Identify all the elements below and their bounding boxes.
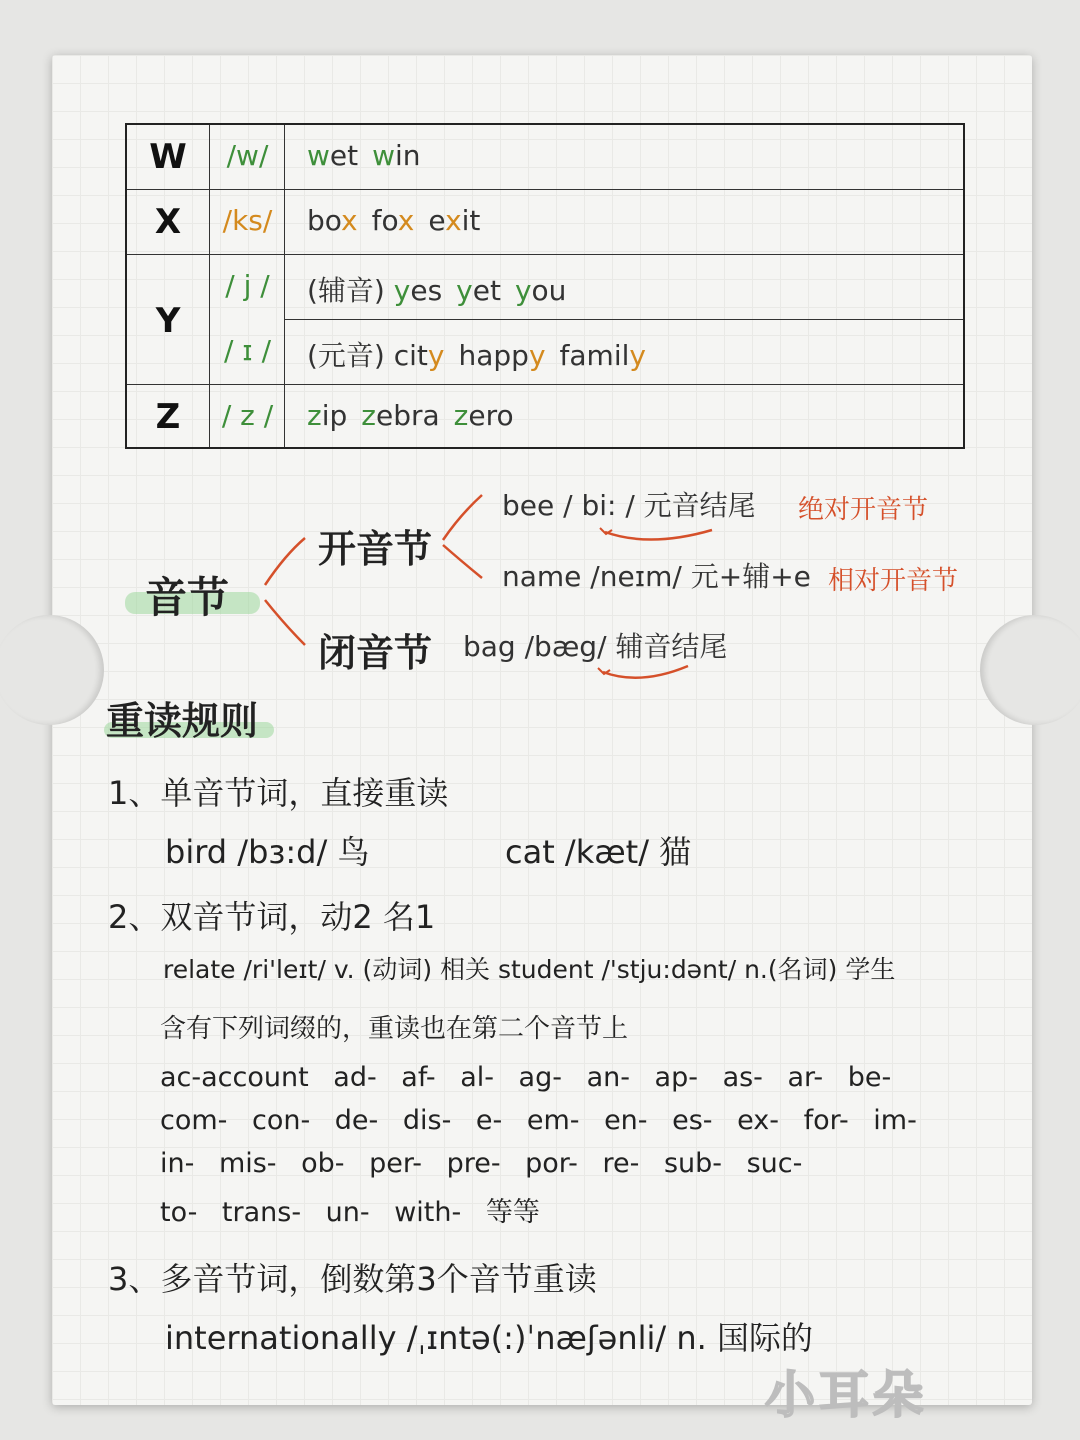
relative-open-tag: 相对开音节 xyxy=(828,566,959,596)
example-words: zip zebra zero xyxy=(307,399,514,432)
open-syllable-label: 开音节 xyxy=(318,526,433,571)
rule-3: 3、多音节词，倒数第3个音节重读 xyxy=(108,1260,597,1298)
rule-3-example: internationally /ˌɪntə(:)ˈnæʃənli/ n. 国际的 xyxy=(165,1319,814,1357)
letter-cell: W xyxy=(149,137,187,177)
example-words: box fox exit xyxy=(307,204,481,237)
rule-2-note: 含有下列词缀的，重读也在第二个音节上 xyxy=(160,1014,629,1044)
phonetic-cell: / j / xyxy=(225,269,270,302)
rule-1-example-bird: bird /bɜ:d/ 鸟 xyxy=(165,833,370,871)
example-words: wet win xyxy=(307,139,421,172)
open-example-name: name /neɪm/ 元+辅+e xyxy=(502,560,811,593)
phonetic-cell: /ks/ xyxy=(222,204,273,237)
affix-line: ac-account ad- af- al- ag- an- ap- as- ar- be- xyxy=(160,1062,892,1093)
rule-2-example: relate /ri'leɪt/ v. (动词) 相关 student /'stju:dənt/ n.(名词) 学生 xyxy=(163,955,896,984)
open-example-bee: bee / bi: / 元音结尾 xyxy=(502,489,756,522)
phonetic-cell: / z / xyxy=(221,399,274,432)
example-words: (元音) city happy family xyxy=(307,339,646,372)
closed-syllable-label: 闭音节 xyxy=(318,630,433,675)
letter-cell: Y xyxy=(155,301,181,341)
phonetic-cell: /w/ xyxy=(226,139,269,172)
affix-line: in- mis- ob- per- pre- por- re- sub- suc- xyxy=(160,1148,803,1179)
rule-2: 2、双音节词，动2 名1 xyxy=(108,898,436,936)
stress-rules-title: 重读规则 xyxy=(106,698,259,743)
absolute-open-tag: 绝对开音节 xyxy=(798,495,929,525)
watermark-logo: 小耳朵 xyxy=(765,1366,927,1424)
phonetic-cell: / ɪ / xyxy=(223,334,272,367)
closed-example-bag: bag /bæg/ 辅音结尾 xyxy=(463,630,728,663)
letter-cell: X xyxy=(154,202,182,242)
syllable-root: 音节 xyxy=(145,573,230,622)
rule-1-example-cat: cat /kæt/ 猫 xyxy=(505,833,692,871)
affix-line: com- con- de- dis- e- em- en- es- ex- for- im- xyxy=(160,1105,917,1136)
rule-1: 1、单音节词，直接重读 xyxy=(108,774,449,812)
letter-cell: Z xyxy=(155,397,181,437)
affix-line: to- trans- un- with- 等等 xyxy=(160,1197,540,1228)
example-words: (辅音) yes yet you xyxy=(307,274,567,307)
